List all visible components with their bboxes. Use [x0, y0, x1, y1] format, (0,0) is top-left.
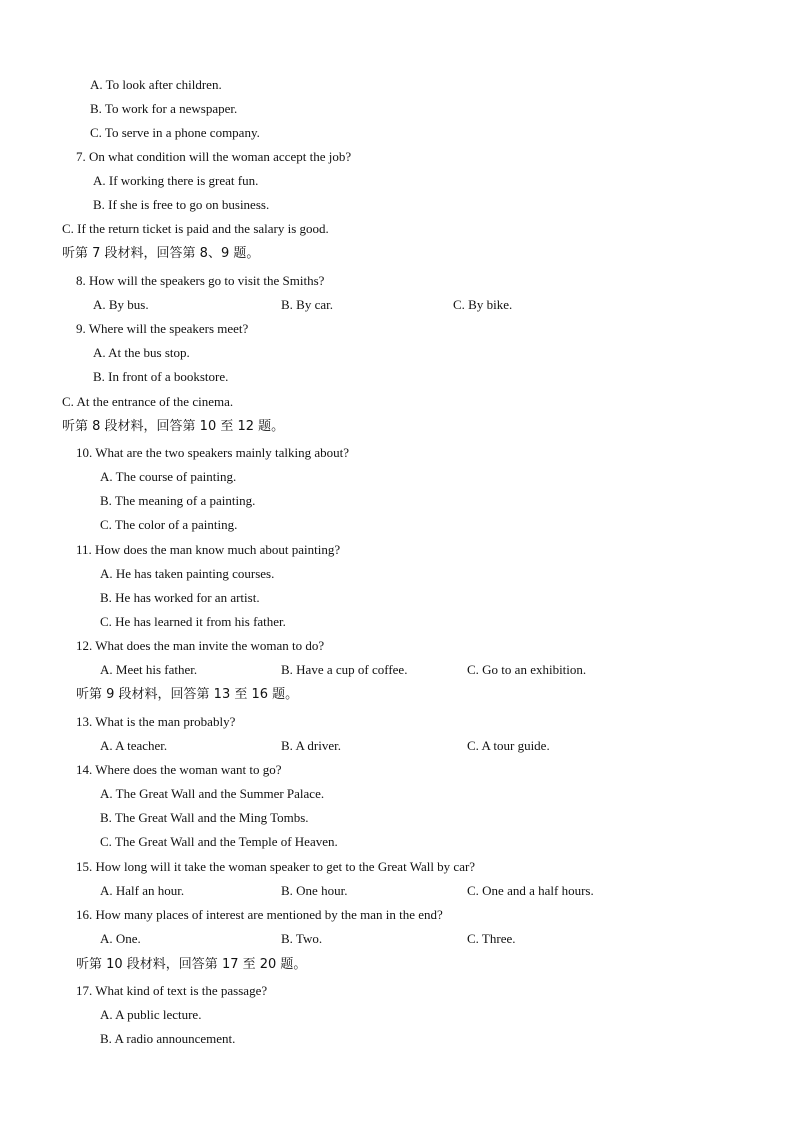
option-9c: C. At the entrance of the cinema. — [62, 394, 234, 409]
option-11a: A. He has taken painting courses. — [100, 566, 275, 581]
question-13: 13. What is the man probably? — [76, 714, 236, 729]
question-8: 8. How will the speakers go to visit the Smiths? — [76, 273, 325, 288]
section-heading-10: 听第 10 段材料，回答第 17 至 20 题。 — [76, 957, 307, 972]
question-11: 11. How does the man know much about painting? — [76, 542, 341, 557]
question-16: 16. How many places of interest are mentioned by the man in the end? — [76, 907, 443, 922]
option-6c: C. To serve in a phone company. — [90, 125, 260, 140]
option-8c: C. By bike. — [453, 297, 513, 312]
option-17b: B. A radio announcement. — [100, 1031, 236, 1046]
section-heading-8: 听第 8 段材料，回答第 10 至 12 题。 — [62, 419, 285, 434]
option-9a: A. At the bus stop. — [93, 345, 190, 360]
option-13b: B. A driver. — [281, 738, 341, 753]
option-7c: C. If the return ticket is paid and the salary is good. — [62, 221, 329, 236]
option-8b: B. By car. — [281, 297, 333, 312]
option-7b: B. If she is free to go on business. — [93, 197, 270, 212]
question-14: 14. Where does the woman want to go? — [76, 762, 282, 777]
section-heading-9: 听第 9 段材料，回答第 13 至 16 题。 — [76, 687, 299, 702]
question-12: 12. What does the man invite the woman to do? — [76, 638, 325, 653]
option-16a: A. One. — [100, 931, 141, 946]
option-13c: C. A tour guide. — [467, 738, 550, 753]
option-12a: A. Meet his father. — [100, 662, 198, 677]
option-10b: B. The meaning of a painting. — [100, 493, 256, 508]
option-16c: C. Three. — [467, 931, 516, 946]
option-14a: A. The Great Wall and the Summer Palace. — [100, 786, 325, 801]
option-13a: A. A teacher. — [100, 738, 168, 753]
option-12b: B. Have a cup of coffee. — [281, 662, 408, 677]
option-6a: A. To look after children. — [90, 77, 222, 92]
option-7a: A. If working there is great fun. — [93, 173, 259, 188]
option-15a: A. Half an hour. — [100, 883, 185, 898]
option-15b: B. One hour. — [281, 883, 348, 898]
option-11b: B. He has worked for an artist. — [100, 590, 260, 605]
question-15: 15. How long will it take the woman speaker to get to the Great Wall by car? — [76, 859, 476, 874]
option-14b: B. The Great Wall and the Ming Tombs. — [100, 810, 309, 825]
question-9: 9. Where will the speakers meet? — [76, 321, 249, 336]
option-14c: C. The Great Wall and the Temple of Heaven. — [100, 834, 338, 849]
option-12c: C. Go to an exhibition. — [467, 662, 587, 677]
option-16b: B. Two. — [281, 931, 323, 946]
option-17a: A. A public lecture. — [100, 1007, 202, 1022]
question-17: 17. What kind of text is the passage? — [76, 983, 268, 998]
option-10c: C. The color of a painting. — [100, 517, 238, 532]
option-15c: C. One and a half hours. — [467, 883, 594, 898]
section-heading-7: 听第 7 段材料，回答第 8、9 题。 — [62, 246, 260, 261]
option-9b: B. In front of a bookstore. — [93, 369, 229, 384]
question-7: 7. On what condition will the woman accept the job? — [76, 149, 352, 164]
option-11c: C. He has learned it from his father. — [100, 614, 286, 629]
question-10: 10. What are the two speakers mainly talking about? — [76, 445, 350, 460]
option-10a: A. The course of painting. — [100, 469, 237, 484]
option-6b: B. To work for a newspaper. — [90, 101, 238, 116]
option-8a: A. By bus. — [93, 297, 149, 312]
